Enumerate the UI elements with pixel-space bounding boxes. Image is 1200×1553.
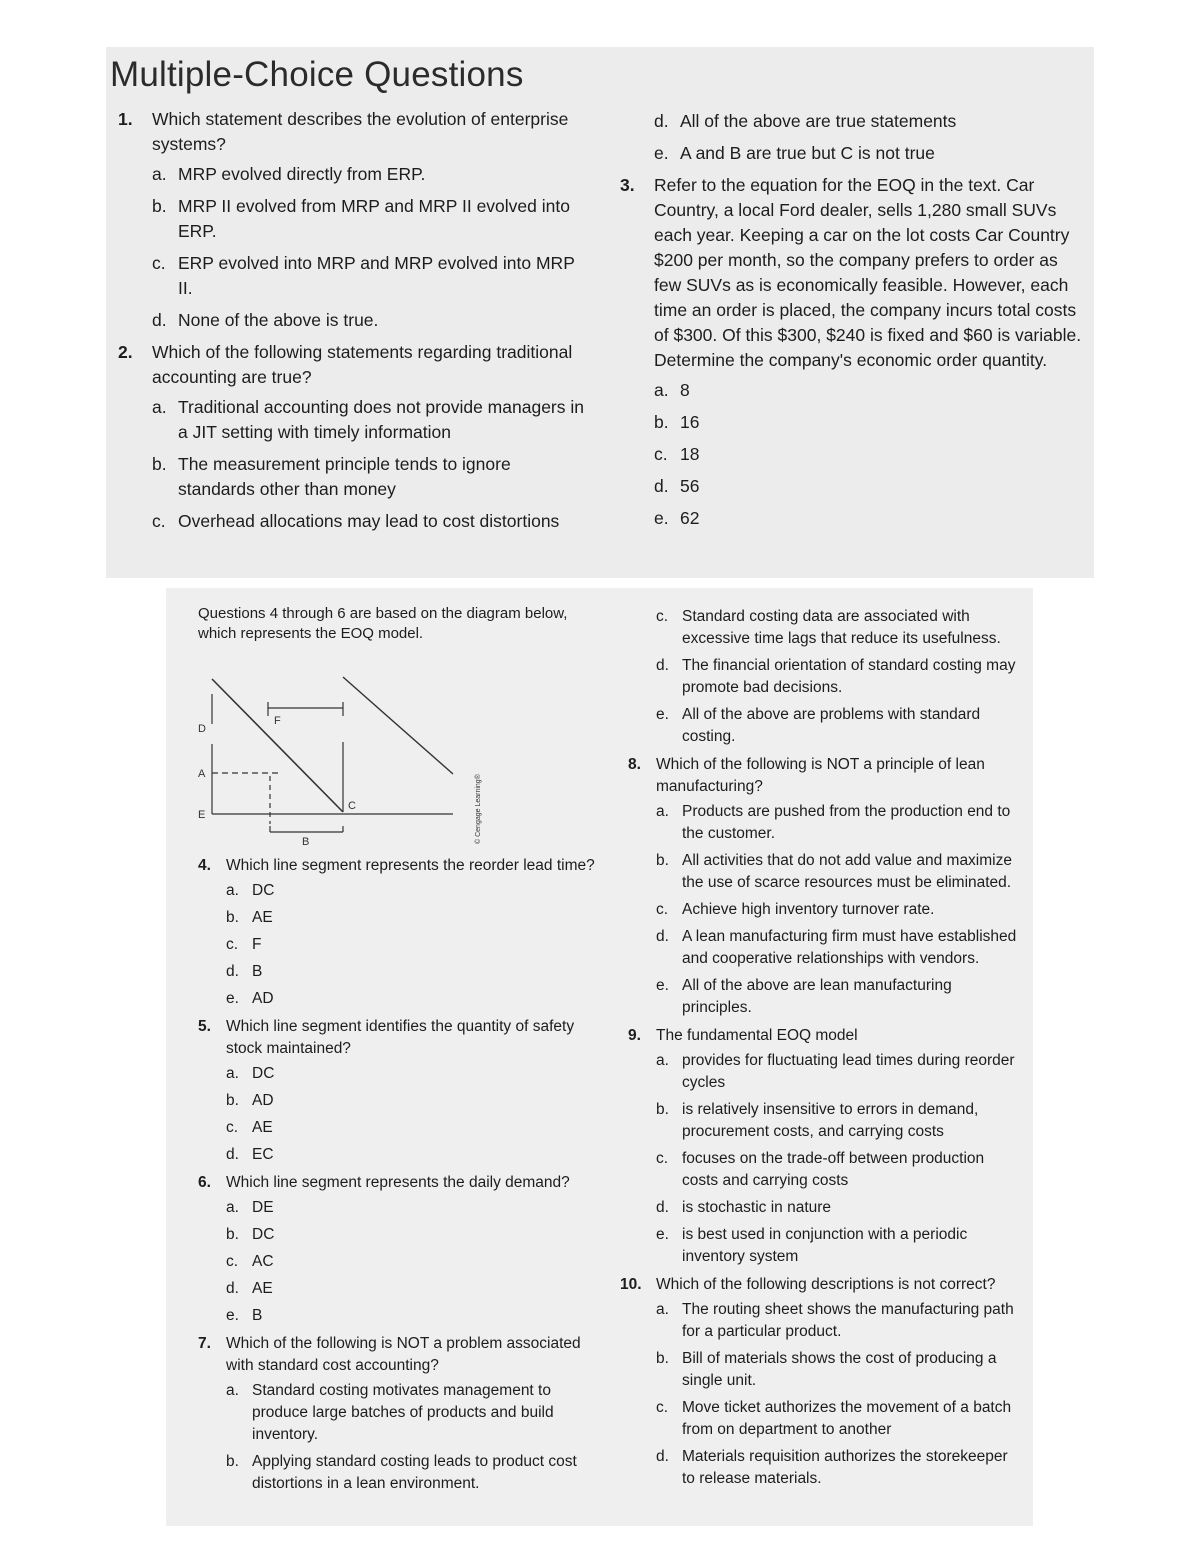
option-letter: c. (656, 901, 669, 918)
question-text: Which of the following statements regarding traditional accounting are true? (152, 342, 573, 387)
question-number: 5. (198, 1018, 211, 1035)
option-text: All activities that do not add value and maximize the use of scarce resources must be eliminated. (682, 852, 1012, 891)
option (226, 1063, 598, 1085)
option (656, 1148, 1020, 1192)
question-5 (198, 1016, 598, 1166)
option (152, 251, 586, 301)
question-4 (198, 855, 598, 1010)
option-letter: c. (152, 253, 166, 273)
option-text: Move ticket authorizes the movement of a batch from on department to another (682, 1399, 1012, 1438)
option (654, 378, 1083, 403)
option-text: Products are pushed from the production end to the customer. (682, 803, 1011, 842)
bottom-left-column (198, 604, 598, 1501)
question-1 (106, 107, 586, 333)
option-letter: d. (656, 928, 669, 945)
option-text: Traditional accounting does not provide managers in a JIT setting with timely information (178, 397, 584, 442)
question-number: 8. (628, 756, 641, 773)
option-text: AE (252, 909, 273, 926)
option (226, 880, 598, 902)
option-letter: d. (656, 1199, 669, 1216)
option-letter: d. (654, 111, 669, 131)
option (152, 308, 586, 333)
label-D: D (198, 723, 206, 735)
label-E: E (198, 809, 206, 821)
option (656, 975, 1020, 1019)
option (656, 1446, 1020, 1490)
question-2-continued (628, 109, 1083, 166)
bottom-right-column (620, 606, 1020, 1496)
option-letter: b. (226, 1092, 239, 1109)
option (226, 907, 598, 929)
option (152, 194, 586, 244)
option-text: DC (252, 1065, 275, 1082)
option-letter: d. (226, 963, 239, 980)
option-text: None of the above is true. (178, 310, 379, 330)
question-number: 4. (198, 857, 211, 874)
option-letter: c. (152, 511, 166, 531)
option (152, 395, 586, 445)
option-text: 62 (680, 508, 700, 528)
option-text: F (252, 936, 262, 953)
option-text: Overhead allocations may lead to cost distortions (178, 511, 560, 531)
option (656, 1050, 1020, 1094)
question-3 (620, 173, 1083, 531)
option-letter: e. (226, 1307, 239, 1324)
option (226, 1278, 598, 1300)
diagram-intro: Questions 4 through 6 are based on the diagram below, which represents the EOQ model. (198, 605, 568, 642)
question-9 (628, 1025, 1020, 1268)
option-text: EC (252, 1146, 274, 1163)
question-text: Which of the following is NOT a problem associated with standard cost accounting? (226, 1335, 581, 1374)
option-letter: b. (656, 1350, 669, 1367)
option-text: B (252, 963, 263, 980)
question-number: 1. (118, 109, 133, 129)
label-F: F (274, 715, 281, 727)
option-letter: c. (654, 444, 668, 464)
copyright-credit: © Cengage Learning® (475, 774, 482, 844)
question-text: Which of the following is NOT a principle of lean manufacturing? (656, 756, 985, 795)
option-text: DE (252, 1199, 274, 1216)
option-text: AC (252, 1253, 274, 1270)
question-6 (198, 1172, 598, 1327)
label-C: C (348, 800, 356, 812)
option-letter: d. (656, 1448, 669, 1465)
option-text: is best used in conjunction with a periodic inventory system (682, 1226, 968, 1265)
option-letter: a. (152, 397, 167, 417)
option (656, 1197, 1020, 1219)
option (656, 850, 1020, 894)
option (654, 442, 1083, 467)
option-text: AD (252, 1092, 274, 1109)
option-text: 56 (680, 476, 700, 496)
option (226, 1090, 598, 1112)
label-B: B (302, 836, 310, 848)
option (654, 474, 1083, 499)
option-text: Bill of materials shows the cost of producing a single unit. (682, 1350, 997, 1389)
option-text: AD (252, 990, 274, 1007)
option-letter: e. (656, 1226, 669, 1243)
option-letter: c. (656, 1150, 669, 1167)
option-letter: a. (654, 380, 669, 400)
option-text: Standard costing data are associated with excessive time lags that reduce its usefulness. (682, 608, 1001, 647)
question-text: Which line segment represents the daily demand? (226, 1174, 570, 1191)
question-text: Which line segment represents the reorder lead time? (226, 857, 595, 874)
option-letter: d. (226, 1280, 239, 1297)
diagram-questions (198, 855, 598, 1495)
option-text: The routing sheet shows the manufacturing path for a particular product. (682, 1301, 1014, 1340)
option-text: AE (252, 1280, 273, 1297)
option-text: MRP II evolved from MRP and MRP II evolved into ERP. (178, 196, 570, 241)
option-letter: c. (656, 1399, 669, 1416)
option-text: A and B are true but C is not true (680, 143, 935, 163)
option-text: Standard costing motivates management to produce large batches of products and build inventory. (252, 1382, 554, 1443)
option (654, 506, 1083, 531)
option (656, 1299, 1020, 1343)
option (656, 1099, 1020, 1143)
option (226, 1451, 598, 1495)
option-text: A lean manufacturing firm must have established and cooperative relationships with vendors. (682, 928, 1017, 967)
option-letter: b. (152, 454, 167, 474)
option-letter: a. (226, 1382, 239, 1399)
option (656, 1397, 1020, 1441)
option-text: All of the above are lean manufacturing principles. (682, 977, 952, 1016)
question-text: Which of the following descriptions is not correct? (656, 1276, 996, 1293)
option-letter: e. (656, 977, 669, 994)
option-letter: a. (656, 1052, 669, 1069)
option-text: Materials requisition authorizes the storekeeper to release materials. (682, 1448, 1008, 1487)
question-text: Refer to the equation for the EOQ in the text. Car Country, a local Ford dealer, sells 1,280 small SUVs each year. Keeping a car on the lot costs Car Country $200 per month, so the company prefers to order as few SUVs as is economically feasible. However, each time an order is placed, the company incurs total costs of $300. Of this $300, $240 is fixed and $60 is variable. Determine the company's economic order quantity. (654, 175, 1082, 370)
option-text: Achieve high inventory turnover rate. (682, 901, 935, 918)
option-letter: a. (656, 803, 669, 820)
question-text: Which statement describes the evolution of enterprise systems? (152, 109, 569, 154)
option-letter: d. (226, 1146, 239, 1163)
option-letter: e. (654, 508, 669, 528)
option-letter: b. (226, 909, 239, 926)
option-letter: b. (656, 1101, 669, 1118)
option (656, 704, 1020, 748)
option (226, 1224, 598, 1246)
option (656, 801, 1020, 845)
option-text: ERP evolved into MRP and MRP evolved into MRP II. (178, 253, 575, 298)
option-text: provides for fluctuating lead times during reorder cycles (682, 1052, 1015, 1091)
question-number: 6. (198, 1174, 211, 1191)
question-number: 3. (620, 175, 635, 195)
question-8 (628, 754, 1020, 1019)
option (226, 1117, 598, 1139)
question-2 (106, 340, 586, 534)
option-letter: b. (654, 412, 669, 432)
option-letter: c. (226, 1119, 239, 1136)
option-letter: a. (226, 1199, 239, 1216)
question-text: Which line segment identifies the quantity of safety stock maintained? (226, 1018, 575, 1057)
option-letter: c. (226, 936, 239, 953)
demand-line-2 (343, 677, 453, 774)
option-text: Applying standard costing leads to product cost distortions in a lean environment. (252, 1453, 577, 1492)
option (226, 1380, 598, 1446)
option-text: The financial orientation of standard costing may promote bad decisions. (682, 657, 1016, 696)
option-text: All of the above are true statements (680, 111, 957, 131)
question-number: 2. (118, 342, 133, 362)
bottom-page-section (166, 588, 1033, 1526)
option-letter: d. (152, 310, 167, 330)
option (656, 1224, 1020, 1268)
question-text: The fundamental EOQ model (656, 1027, 858, 1044)
option-letter: b. (226, 1226, 239, 1243)
option-letter: e. (226, 990, 239, 1007)
option (226, 934, 598, 956)
option-letter: b. (152, 196, 167, 216)
option (152, 452, 586, 502)
option (656, 899, 1020, 921)
option-letter: d. (654, 476, 669, 496)
option (152, 509, 586, 534)
top-right-column (620, 109, 1083, 538)
demand-line-1 (212, 679, 343, 812)
option-text: B (252, 1307, 263, 1324)
option-letter: e. (654, 143, 669, 163)
option-text: MRP evolved directly from ERP. (178, 164, 426, 184)
label-A: A (198, 768, 206, 780)
option (226, 988, 598, 1010)
option (654, 141, 1083, 166)
option-letter: a. (152, 164, 167, 184)
page-title: Multiple-Choice Questions (110, 55, 524, 94)
option-text: focuses on the trade-off between production costs and carrying costs (682, 1150, 985, 1189)
option-letter: d. (656, 657, 669, 674)
option-text: 18 (680, 444, 700, 464)
question-number: 9. (628, 1027, 641, 1044)
question-10 (620, 1274, 1020, 1490)
eoq-diagram (198, 654, 488, 848)
option-text: is stochastic in nature (682, 1199, 832, 1216)
question-7 (198, 1333, 598, 1495)
option-letter: b. (656, 852, 669, 869)
option-letter: c. (226, 1253, 239, 1270)
option (226, 1305, 598, 1327)
option (152, 162, 586, 187)
option-text: 8 (680, 380, 690, 400)
option-text: AE (252, 1119, 273, 1136)
option-letter: a. (656, 1301, 669, 1318)
option (656, 606, 1020, 650)
option (226, 1144, 598, 1166)
option (226, 961, 598, 983)
option-letter: c. (656, 608, 669, 625)
question-number: 7. (198, 1335, 211, 1352)
top-page-section (106, 47, 1094, 578)
option-letter: a. (226, 1065, 239, 1082)
question-number: 10. (620, 1276, 642, 1293)
option (656, 926, 1020, 970)
option-text: All of the above are problems with standard costing. (682, 706, 981, 745)
option-letter: b. (226, 1453, 239, 1470)
option-text: 16 (680, 412, 700, 432)
top-left-column (106, 107, 586, 541)
option (656, 655, 1020, 699)
option (654, 410, 1083, 435)
option (226, 1251, 598, 1273)
option (654, 109, 1083, 134)
option-letter: a. (226, 882, 239, 899)
option-text: DC (252, 882, 275, 899)
option-text: DC (252, 1226, 275, 1243)
option (226, 1197, 598, 1219)
option-text: is relatively insensitive to errors in demand, procurement costs, and carrying costs (682, 1101, 979, 1140)
question-7-continued (628, 606, 1020, 748)
option (656, 1348, 1020, 1392)
option-letter: e. (656, 706, 669, 723)
option-text: The measurement principle tends to ignore standards other than money (178, 454, 511, 499)
